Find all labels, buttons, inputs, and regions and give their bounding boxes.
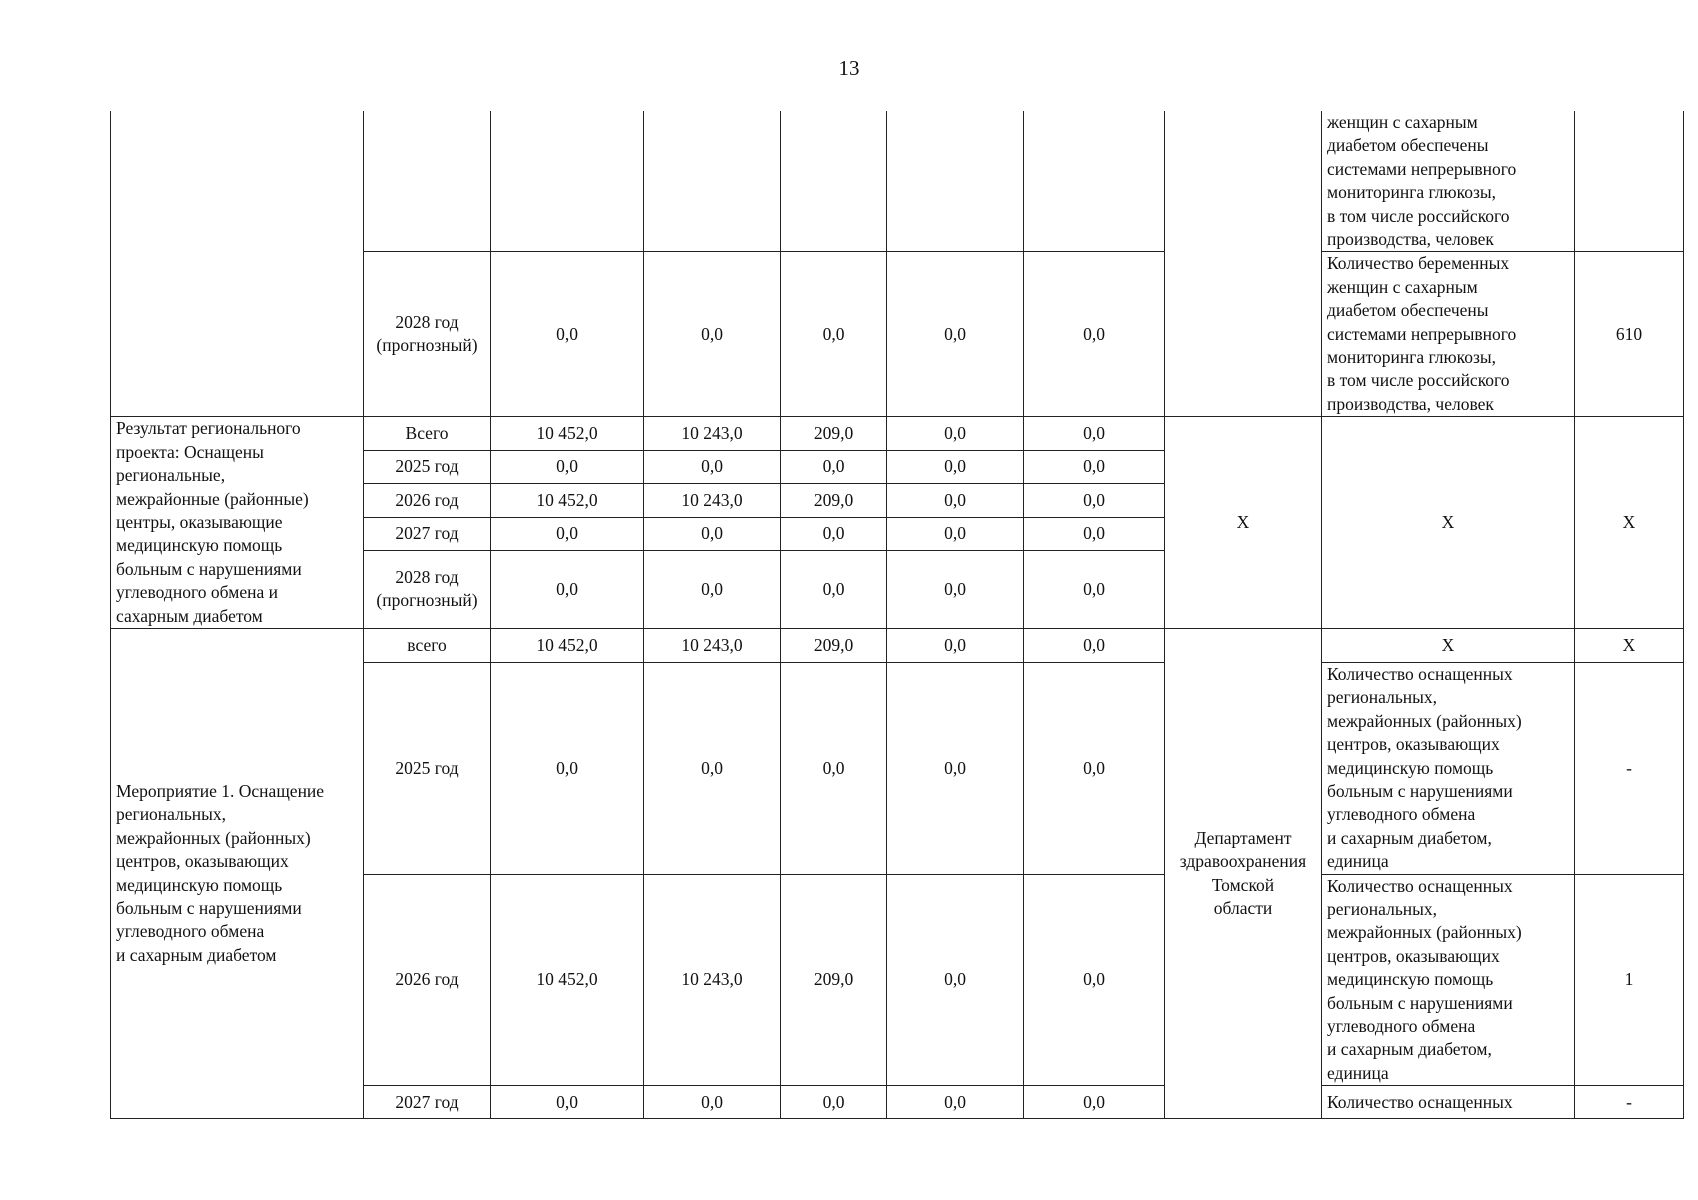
amount-regional: 0,0 bbox=[781, 1086, 887, 1119]
program-table bbox=[110, 111, 1684, 1119]
amount-other: 0,0 bbox=[1024, 252, 1165, 417]
amount-local: 0,0 bbox=[887, 484, 1024, 517]
amount-regional: 0,0 bbox=[781, 550, 887, 628]
indicator-cell: Количество оснащенных региональных, межрайонных (районных) центров, оказывающих медицинскую помощь больным с нарушениями углеводного обмена и сахарным диабетом, единица bbox=[1322, 874, 1575, 1086]
amount-regional: 0,0 bbox=[781, 252, 887, 417]
amount-total: 0,0 bbox=[491, 450, 644, 483]
amount-local: 0,0 bbox=[887, 662, 1024, 874]
amount-regional: 0,0 bbox=[781, 450, 887, 483]
amount-total: 10 452,0 bbox=[491, 874, 644, 1086]
cell-value-empty bbox=[644, 111, 781, 252]
cell-value-empty bbox=[887, 111, 1024, 252]
year-cell: 2026 год bbox=[364, 484, 491, 517]
amount-federal: 0,0 bbox=[644, 662, 781, 874]
amount-other: 0,0 bbox=[1024, 517, 1165, 550]
executor-cell: X bbox=[1165, 417, 1322, 629]
page-number: 13 bbox=[838, 56, 860, 80]
amount-total: 10 452,0 bbox=[491, 417, 644, 450]
amount-federal: 0,0 bbox=[644, 450, 781, 483]
amount-regional: 209,0 bbox=[781, 628, 887, 662]
amount-regional: 0,0 bbox=[781, 517, 887, 550]
year-cell: 2028 год (прогнозный) bbox=[364, 252, 491, 417]
amount-local: 0,0 bbox=[887, 417, 1024, 450]
indicator-value-cell: X bbox=[1575, 417, 1684, 629]
amount-federal: 10 243,0 bbox=[644, 874, 781, 1086]
amount-total: 0,0 bbox=[491, 662, 644, 874]
amount-total: 0,0 bbox=[491, 550, 644, 628]
amount-total: 0,0 bbox=[491, 517, 644, 550]
indicator-value-cell bbox=[1575, 111, 1684, 252]
amount-total: 0,0 bbox=[491, 252, 644, 417]
indicator-value-cell: 1 bbox=[1575, 874, 1684, 1086]
amount-local: 0,0 bbox=[887, 874, 1024, 1086]
indicator-cell: женщин с сахарным диабетом обеспечены системами непрерывного мониторинга глюкозы, в том числе российского производства, человек bbox=[1322, 111, 1575, 252]
amount-other: 0,0 bbox=[1024, 417, 1165, 450]
year-cell: 2027 год bbox=[364, 1086, 491, 1119]
indicator-value-cell: X bbox=[1575, 628, 1684, 662]
amount-federal: 0,0 bbox=[644, 550, 781, 628]
amount-regional: 209,0 bbox=[781, 874, 887, 1086]
year-cell: 2025 год bbox=[364, 662, 491, 874]
cell-value-empty bbox=[1024, 111, 1165, 252]
amount-federal: 10 243,0 bbox=[644, 417, 781, 450]
amount-regional: 209,0 bbox=[781, 417, 887, 450]
year-cell: всего bbox=[364, 628, 491, 662]
amount-other: 0,0 bbox=[1024, 628, 1165, 662]
indicator-cell: Количество беременных женщин с сахарным диабетом обеспечены системами непрерывного мониторинга глюкозы, в том числе российского производства, человек bbox=[1322, 252, 1575, 417]
amount-federal: 0,0 bbox=[644, 517, 781, 550]
amount-local: 0,0 bbox=[887, 1086, 1024, 1119]
event-title: Мероприятие 1. Оснащение региональных, межрайонных (районных) центров, оказывающих медицинскую помощь больным с нарушениями углеводного обмена и сахарным диабетом bbox=[111, 628, 364, 1118]
amount-other: 0,0 bbox=[1024, 874, 1165, 1086]
amount-regional: 0,0 bbox=[781, 662, 887, 874]
amount-total: 10 452,0 bbox=[491, 628, 644, 662]
indicator-value-cell: 610 bbox=[1575, 252, 1684, 417]
year-cell: 2025 год bbox=[364, 450, 491, 483]
amount-other: 0,0 bbox=[1024, 1086, 1165, 1119]
indicator-value-cell: - bbox=[1575, 1086, 1684, 1119]
amount-federal: 10 243,0 bbox=[644, 628, 781, 662]
amount-other: 0,0 bbox=[1024, 550, 1165, 628]
amount-local: 0,0 bbox=[887, 252, 1024, 417]
amount-local: 0,0 bbox=[887, 517, 1024, 550]
amount-federal: 10 243,0 bbox=[644, 484, 781, 517]
indicator-cell: Количество оснащенных bbox=[1322, 1086, 1575, 1119]
year-cell: 2028 год (прогнозный) bbox=[364, 550, 491, 628]
amount-local: 0,0 bbox=[887, 628, 1024, 662]
executor-cell: Департамент здравоохранения Томской области bbox=[1165, 628, 1322, 1118]
indicator-cell: X bbox=[1322, 417, 1575, 629]
amount-local: 0,0 bbox=[887, 450, 1024, 483]
indicator-value-cell: - bbox=[1575, 662, 1684, 874]
amount-regional: 209,0 bbox=[781, 484, 887, 517]
amount-total: 0,0 bbox=[491, 1086, 644, 1119]
cell-value-empty bbox=[781, 111, 887, 252]
cell-value-empty bbox=[491, 111, 644, 252]
cell-executor-continued bbox=[1165, 111, 1322, 417]
amount-federal: 0,0 bbox=[644, 1086, 781, 1119]
amount-federal: 0,0 bbox=[644, 252, 781, 417]
cell-name-continued bbox=[111, 111, 364, 417]
indicator-cell: X bbox=[1322, 628, 1575, 662]
amount-other: 0,0 bbox=[1024, 484, 1165, 517]
year-cell: 2027 год bbox=[364, 517, 491, 550]
result-title: Результат регионального проекта: Оснащены региональные, межрайонные (районные) центры, оказывающие медицинскую помощь больным с нарушениями углеводного обмена и сахарным диабетом bbox=[111, 417, 364, 629]
year-cell: 2026 год bbox=[364, 874, 491, 1086]
indicator-cell: Количество оснащенных региональных, межрайонных (районных) центров, оказывающих медицинскую помощь больным с нарушениями углеводного обмена и сахарным диабетом, единица bbox=[1322, 662, 1575, 874]
year-cell: Всего bbox=[364, 417, 491, 450]
cell-year-empty bbox=[364, 111, 491, 252]
amount-local: 0,0 bbox=[887, 550, 1024, 628]
amount-total: 10 452,0 bbox=[491, 484, 644, 517]
amount-other: 0,0 bbox=[1024, 662, 1165, 874]
amount-other: 0,0 bbox=[1024, 450, 1165, 483]
